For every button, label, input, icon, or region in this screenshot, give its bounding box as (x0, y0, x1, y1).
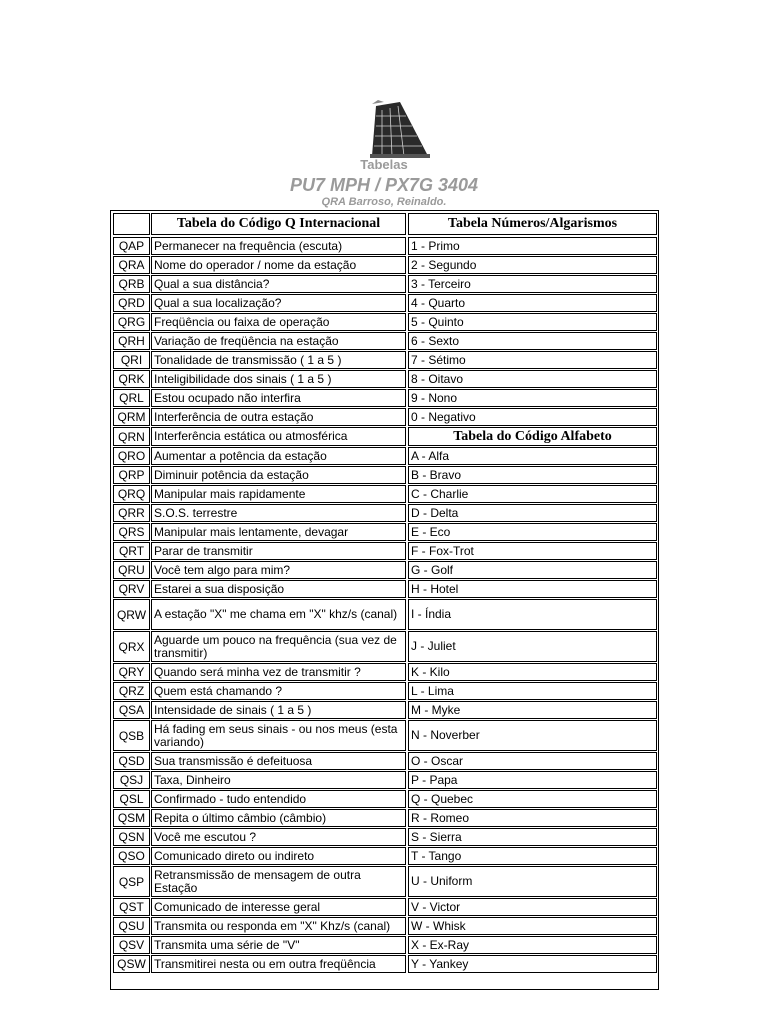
alphabet-entry: M - Myke (408, 701, 657, 719)
q-code-meaning: Estarei a sua disposição (151, 580, 406, 598)
q-code: QSO (113, 847, 150, 865)
alphabet-entry: C - Charlie (408, 485, 657, 503)
q-code: QRW (113, 599, 150, 630)
q-code: QRX (113, 631, 150, 662)
q-code-meaning: Comunicado direto ou indireto (151, 847, 406, 865)
header-title: Tabelas (360, 157, 408, 172)
q-code-table (110, 210, 659, 990)
q-code-meaning: Permanecer na frequência (escuta) (151, 237, 406, 255)
q-code: QSA (113, 701, 150, 719)
q-code: QRZ (113, 682, 150, 700)
number-entry: 2 - Segundo (408, 256, 657, 274)
q-code-meaning: Inteligibilidade dos sinais ( 1 a 5 ) (151, 370, 406, 388)
q-code: QRD (113, 294, 150, 312)
q-code: QSU (113, 917, 150, 935)
q-code-meaning: Quem está chamando ? (151, 682, 406, 700)
q-code: QSD (113, 752, 150, 770)
q-code: QRP (113, 466, 150, 484)
header-blank-cell (113, 213, 150, 235)
q-code: QRH (113, 332, 150, 350)
q-code-meaning: Comunicado de interesse geral (151, 898, 406, 916)
q-code-meaning: Transmita ou responda em "X" Khz/s (canal) (151, 917, 406, 935)
q-code: QRA (113, 256, 150, 274)
q-code: QSJ (113, 771, 150, 789)
number-entry: 9 - Nono (408, 389, 657, 407)
q-code-meaning: Você me escutou ? (151, 828, 406, 846)
q-code: QRM (113, 408, 150, 426)
number-entry: 7 - Sétimo (408, 351, 657, 369)
q-code-meaning: Sua transmissão é defeituosa (151, 752, 406, 770)
q-code: QSP (113, 866, 150, 897)
q-code: QST (113, 898, 150, 916)
alphabet-entry: H - Hotel (408, 580, 657, 598)
q-code: QRT (113, 542, 150, 560)
q-code-meaning: Diminuir potência da estação (151, 466, 406, 484)
q-code-meaning: Confirmado - tudo entendido (151, 790, 406, 808)
alphabet-entry: W - Whisk (408, 917, 657, 935)
q-code-meaning: Qual a sua localização? (151, 294, 406, 312)
q-code-meaning: Parar de transmitir (151, 542, 406, 560)
q-code-meaning: Taxa, Dinheiro (151, 771, 406, 789)
alphabet-entry: F - Fox-Trot (408, 542, 657, 560)
q-code: QSN (113, 828, 150, 846)
q-code-meaning: Interferência estática ou atmosférica (151, 427, 406, 446)
q-code-meaning: A estação "X" me chama em "X" khz/s (canal) (151, 599, 406, 630)
q-code: QSL (113, 790, 150, 808)
q-code: QRB (113, 275, 150, 293)
q-code: QRG (113, 313, 150, 331)
alphabet-entry: D - Delta (408, 504, 657, 522)
q-code-meaning: Intensidade de sinais ( 1 a 5 ) (151, 701, 406, 719)
q-code-meaning: Variação de freqüência na estação (151, 332, 406, 350)
number-entry: 3 - Terceiro (408, 275, 657, 293)
alphabet-entry: L - Lima (408, 682, 657, 700)
q-code: QAP (113, 237, 150, 255)
q-code: QRK (113, 370, 150, 388)
q-code-meaning: Qual a sua distância? (151, 275, 406, 293)
alphabet-entry: Y - Yankey (408, 955, 657, 973)
number-entry: 0 - Negativo (408, 408, 657, 426)
q-code-meaning: Nome do operador / nome da estação (151, 256, 406, 274)
q-code-meaning: Há fading em seus sinais - ou nos meus (esta variando) (151, 720, 406, 751)
q-code: QRN (113, 427, 150, 446)
alphabet-entry: R - Romeo (408, 809, 657, 827)
q-code: QRQ (113, 485, 150, 503)
header-callsigns: PU7 MPH / PX7G 3404 (289, 175, 479, 195)
alphabet-entry: A - Alfa (408, 447, 657, 465)
alphabet-entry: I - Índia (408, 599, 657, 630)
q-code-heading: Tabela do Código Q Internacional (151, 213, 406, 235)
alphabet-entry: S - Sierra (408, 828, 657, 846)
q-code: QSM (113, 809, 150, 827)
alphabet-entry: X - Ex-Ray (408, 936, 657, 954)
alphabet-entry: E - Eco (408, 523, 657, 541)
alphabet-entry: V - Victor (408, 898, 657, 916)
number-entry: 4 - Quarto (408, 294, 657, 312)
q-code: QRR (113, 504, 150, 522)
q-code-meaning: Manipular mais rapidamente (151, 485, 406, 503)
q-code-meaning: Aguarde um pouco na frequência (sua vez de transmitir) (151, 631, 406, 662)
alphabet-entry: J - Juliet (408, 631, 657, 662)
tower-logo (370, 100, 430, 158)
number-entry: 8 - Oitavo (408, 370, 657, 388)
q-code-meaning: Interferência de outra estação (151, 408, 406, 426)
q-code-meaning: Manipular mais lentamente, devagar (151, 523, 406, 541)
alphabet-entry: K - Kilo (408, 663, 657, 681)
q-code: QRS (113, 523, 150, 541)
q-code: QSW (113, 955, 150, 973)
numbers-heading: Tabela Números/Algarismos (408, 213, 657, 235)
q-code-meaning: Transmitirei nesta ou em outra freqüência (151, 955, 406, 973)
number-entry: 6 - Sexto (408, 332, 657, 350)
q-code: QSB (113, 720, 150, 751)
alphabet-heading: Tabela do Código Alfabeto (408, 427, 657, 446)
q-code: QSV (113, 936, 150, 954)
q-code: QRO (113, 447, 150, 465)
number-entry: 1 - Primo (408, 237, 657, 255)
header-author: QRA Barroso, Reinaldo. (321, 196, 447, 208)
alphabet-entry: T - Tango (408, 847, 657, 865)
q-code: QRV (113, 580, 150, 598)
q-code-meaning: Repita o último câmbio (câmbio) (151, 809, 406, 827)
q-code-meaning: Freqüência ou faixa de operação (151, 313, 406, 331)
alphabet-entry: Q - Quebec (408, 790, 657, 808)
q-code-meaning: Tonalidade de transmissão ( 1 a 5 ) (151, 351, 406, 369)
alphabet-entry: B - Bravo (408, 466, 657, 484)
alphabet-entry: N - Noverber (408, 720, 657, 751)
q-code: QRY (113, 663, 150, 681)
q-code-meaning: Aumentar a potência da estação (151, 447, 406, 465)
alphabet-entry: P - Papa (408, 771, 657, 789)
q-code-meaning: Você tem algo para mim? (151, 561, 406, 579)
q-code-meaning: Retransmissão de mensagem de outra Estação (151, 866, 406, 897)
q-code: QRU (113, 561, 150, 579)
q-code-meaning: Quando será minha vez de transmitir ? (151, 663, 406, 681)
q-code: QRL (113, 389, 150, 407)
alphabet-entry: G - Golf (408, 561, 657, 579)
alphabet-entry: U - Uniform (408, 866, 657, 897)
q-code-meaning: S.O.S. terrestre (151, 504, 406, 522)
q-code: QRI (113, 351, 150, 369)
number-entry: 5 - Quinto (408, 313, 657, 331)
alphabet-entry: O - Oscar (408, 752, 657, 770)
q-code-meaning: Transmita uma série de "V" (151, 936, 406, 954)
q-code-meaning: Estou ocupado não interfira (151, 389, 406, 407)
